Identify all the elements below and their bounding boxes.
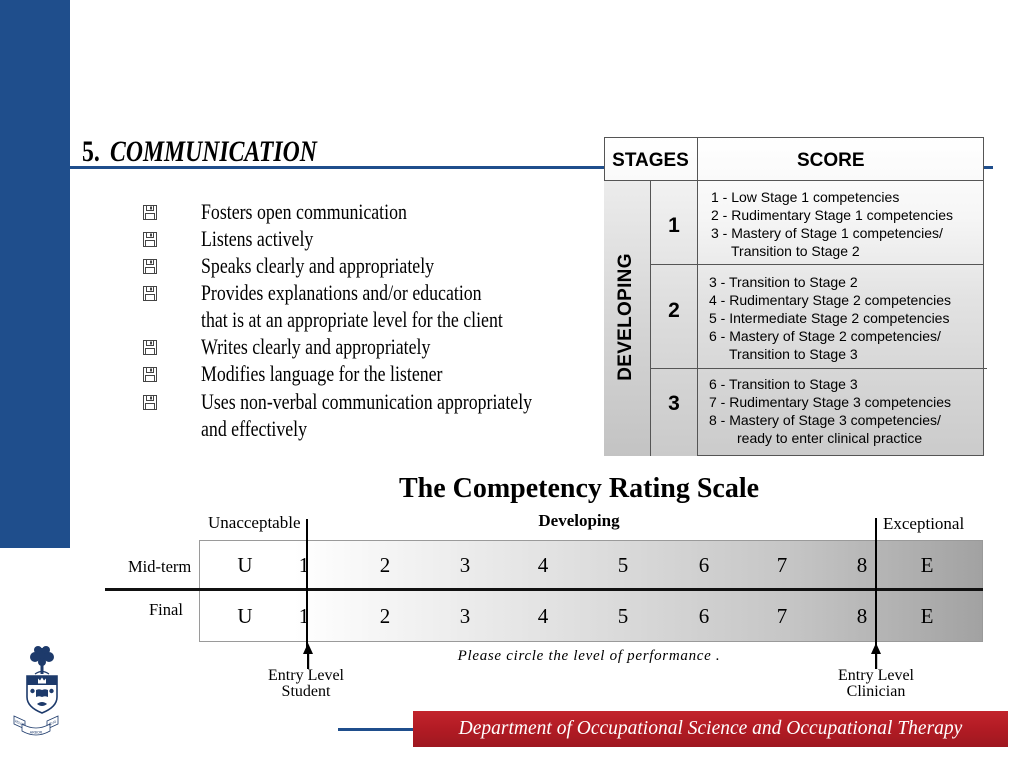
band-boundary-line (306, 519, 308, 652)
score-item: 6 - Mastery of Stage 2 competencies/ (709, 328, 941, 344)
section-heading (82, 136, 317, 168)
stage-number: 2 (668, 299, 680, 322)
arrow-up-icon (302, 643, 314, 669)
stage-1-scores (711, 188, 953, 260)
bullet-text: Provides explanations and/or education (201, 280, 482, 305)
midterm-level: 4 (537, 553, 549, 577)
score-item: 4 - Rudimentary Stage 2 competencies (709, 292, 952, 308)
midterm-level: 8 (856, 553, 868, 577)
table-divider (697, 137, 698, 456)
table-divider (650, 264, 984, 265)
floppy-disk-icon (143, 340, 157, 355)
final-level: 2 (379, 604, 391, 628)
score-item: 1 - Low Stage 1 competencies (711, 189, 900, 205)
band-label-developing: Developing (538, 511, 620, 530)
score-item: 3 - Mastery of Stage 1 competencies/ (711, 225, 943, 241)
heading-rule-end (984, 166, 993, 169)
developing-label: DEVELOPING (615, 253, 636, 381)
rating-row-divider (105, 588, 983, 591)
score-header: SCORE (797, 150, 865, 171)
stage-3-scores (709, 375, 951, 447)
score-item: 2 - Rudimentary Stage 1 competencies (711, 207, 954, 223)
floppy-disk-icon (143, 232, 157, 247)
final-level: U (237, 604, 253, 628)
final-level: 4 (537, 604, 549, 628)
bullet-text: Writes clearly and appropriately (201, 334, 431, 359)
marker-line: Clinician (846, 683, 906, 700)
score-item: 7 - Rudimentary Stage 3 competencies (709, 394, 952, 410)
bullet-text-continuation: that is at an appropriate level for the client (201, 307, 503, 332)
left-accent-bar (0, 0, 70, 548)
stage-2-scores (709, 273, 951, 363)
final-level: 1 (298, 604, 310, 628)
marker-line: Entry Level (838, 667, 914, 684)
final-level: 7 (776, 604, 788, 628)
department-footer: Department of Occupational Science and Occupational Therapy (413, 711, 1008, 747)
stages-score-table (604, 137, 984, 456)
section-number: 5. (82, 135, 100, 168)
bullet-text: Listens actively (201, 226, 314, 251)
arrow-up-icon (870, 643, 882, 669)
table-divider (650, 368, 987, 369)
midterm-level: E (920, 553, 934, 577)
floppy-disk-icon (143, 205, 157, 220)
score-item: 5 - Intermediate Stage 2 competencies (709, 310, 950, 326)
logo-motto-left: VELUT (13, 719, 26, 727)
score-item-continuation: Transition to Stage 3 (729, 346, 858, 362)
logo-motto-right: ÆVO (48, 719, 57, 727)
final-level: 8 (856, 604, 868, 628)
final-level: 5 (617, 604, 629, 628)
floppy-disk-icon (143, 367, 157, 382)
table-divider (650, 180, 651, 456)
band-label-exceptional: Exceptional (883, 514, 965, 533)
midterm-level: 6 (698, 553, 710, 577)
table-divider (604, 180, 984, 181)
midterm-level: 1 (298, 553, 310, 577)
stage-number: 1 (668, 214, 680, 237)
rating-scale-title: The Competency Rating Scale (398, 473, 760, 504)
midterm-level: 5 (617, 553, 629, 577)
logo-motto-center: ARBOR (29, 730, 43, 735)
score-item: 8 - Mastery of Stage 3 competencies/ (709, 412, 941, 428)
band-boundary-line (875, 518, 877, 652)
footer-rule (338, 728, 413, 731)
midterm-level: U (237, 553, 253, 577)
final-level: E (920, 604, 934, 628)
score-item-continuation: ready to enter clinical practice (737, 430, 923, 446)
stages-header: STAGES (612, 150, 689, 171)
entry-level-clinician-marker (816, 668, 936, 700)
floppy-disk-icon (143, 259, 157, 274)
final-level: 3 (459, 604, 471, 628)
final-level: 6 (698, 604, 710, 628)
bullet-text-continuation: and effectively (201, 416, 308, 441)
entry-level-student-marker (246, 668, 366, 700)
floppy-disk-icon (143, 395, 157, 410)
bullet-text: Modifies language for the listener (201, 361, 443, 386)
row-label-midterm: Mid-term (128, 557, 192, 576)
bullet-text: Speaks clearly and appropriately (201, 253, 435, 278)
rating-instruction: Please circle the level of performance . (457, 648, 721, 664)
marker-line: Student (281, 683, 331, 700)
section-title: COMMUNICATION (110, 135, 317, 168)
bullet-text: Uses non-verbal communication appropriately (201, 389, 533, 414)
midterm-level: 7 (776, 553, 788, 577)
stage-number: 3 (668, 392, 680, 415)
floppy-disk-icon (143, 286, 157, 301)
marker-line: Entry Level (268, 667, 344, 684)
band-label-unacceptable: Unacceptable (208, 513, 301, 532)
midterm-level: 3 (459, 553, 471, 577)
score-item: 3 - Transition to Stage 2 (709, 274, 858, 290)
score-item-continuation: Transition to Stage 2 (731, 243, 860, 259)
row-label-final: Final (149, 600, 183, 619)
midterm-level: 2 (379, 553, 391, 577)
score-item: 6 - Transition to Stage 3 (709, 376, 858, 392)
bullet-text: Fosters open communication (201, 199, 407, 224)
university-crest-logo (12, 645, 60, 740)
